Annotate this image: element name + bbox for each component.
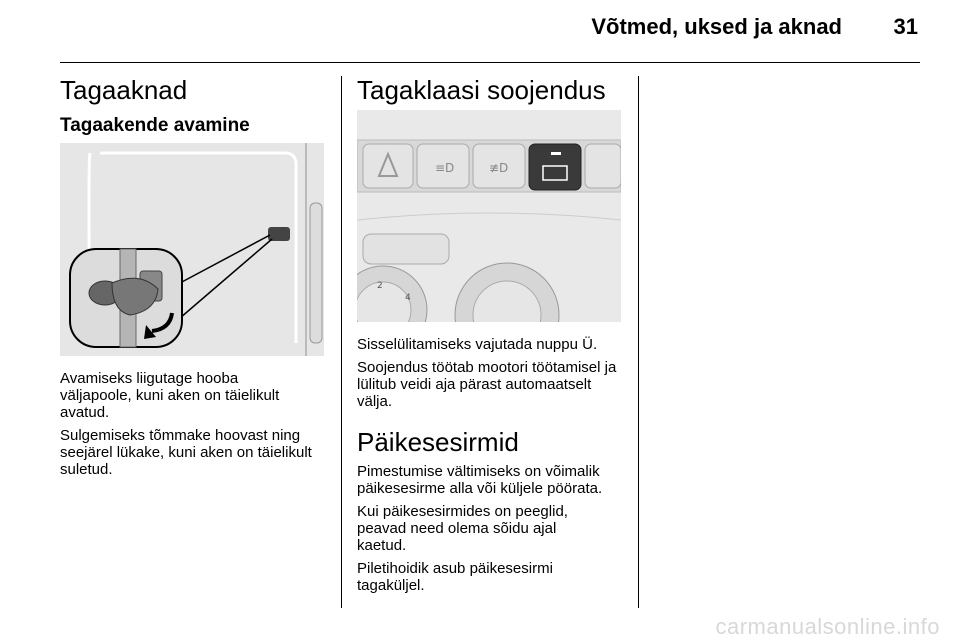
dashboard-switch-panel-illustration <box>357 110 621 322</box>
svg-text:2: 2 <box>377 281 383 291</box>
page-number: 31 <box>893 14 918 39</box>
middle-text <box>357 336 629 594</box>
section-heading-sun-visors: Päikesesirmid <box>357 427 519 457</box>
instruction-open: Avamiseks liigutage hooba väljapoole, kuni aken on täielikult avatud. <box>60 370 280 421</box>
page-header-title: Võtmed, uksed ja aknad <box>591 14 842 39</box>
header-rule <box>60 62 920 63</box>
sun-visor-glare: Pimestumise vältimiseks on võimalik päikesesirme alla või küljele pöörata. <box>357 462 603 497</box>
instruction-close: Sulgemiseks tõmmake hoovast ning seejärel lükake, kuni aken on täielikult suletud. <box>60 427 312 478</box>
section-heading-rear-defrost: Tagaklaasi soojendus <box>357 75 606 105</box>
middle-column <box>357 76 625 105</box>
sun-visor-mirrors: Kui päikesesirmides on peeglid, peavad need olema sõidu ajal kaetud. <box>357 502 568 554</box>
left-text <box>60 370 332 478</box>
defrost-description: Soojendus töötab mootori töötamisel ja lülitub veidi aja pärast automaatselt välja. <box>357 359 617 410</box>
svg-text:4: 4 <box>405 293 411 303</box>
column-divider-1 <box>341 76 342 608</box>
left-column <box>60 76 328 137</box>
column-divider-2 <box>638 76 639 608</box>
sun-visor-ticket-holder: Piletihoidik asub päikesesirmi tagaküljel. <box>357 559 553 594</box>
watermark: carmanualsonline.info <box>715 614 940 639</box>
svg-text:≡D: ≡D <box>435 161 455 175</box>
rear-window-latch-illustration <box>60 143 324 356</box>
instruction-press-button: Sisselülitamiseks vajutada nuppu Ü. <box>357 336 598 353</box>
section-heading-rear-windows: Tagaaknad <box>60 75 188 105</box>
svg-text:≢D: ≢D <box>489 161 509 175</box>
subheading-opening-rear-windows: Tagaakende avamine <box>60 114 250 136</box>
